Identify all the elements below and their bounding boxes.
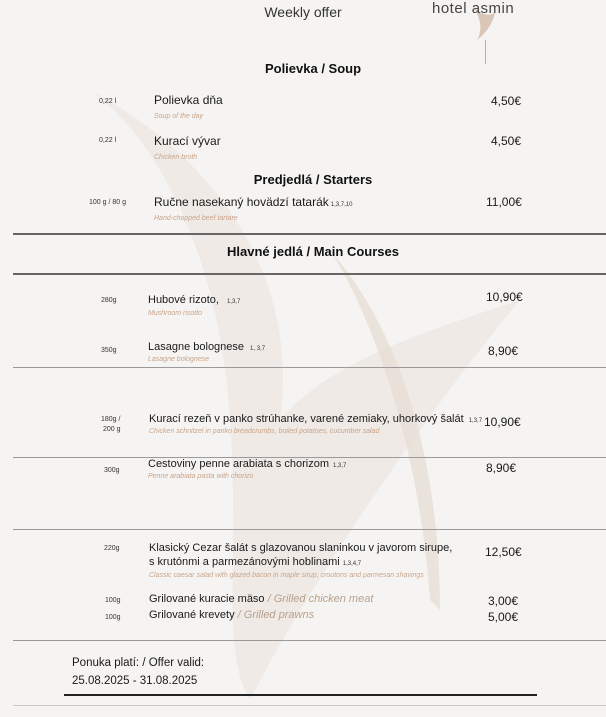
item-price: 4,50€ bbox=[491, 94, 522, 108]
item-allergens: 1,3,4,7 bbox=[342, 561, 362, 567]
item-price: 10,90€ bbox=[484, 415, 521, 429]
item-subtitle: Grilled prawns bbox=[243, 609, 315, 621]
row-divider bbox=[13, 640, 606, 641]
item-subtitle: Chicken schnitzel in panko breadcrumbs, boiled potatoes, cucumber salad bbox=[149, 428, 380, 435]
item-price: 12,50€ bbox=[485, 545, 522, 559]
item-qty: 100g bbox=[105, 597, 121, 604]
item-name: Lasagne bolognese 1, 3,7 bbox=[148, 341, 266, 353]
item-price: 10,90€ bbox=[486, 290, 523, 304]
item-qty: 0,22 l bbox=[99, 98, 117, 105]
item-name: Grilované kuracie mäso / Grilled chicken meat bbox=[149, 593, 374, 605]
item-allergens: 1,3,7 bbox=[332, 463, 347, 469]
item-subtitle: Lasagne bolognese bbox=[148, 356, 210, 363]
item-allergens: 1,3,7 bbox=[226, 299, 241, 305]
item-subtitle: Mushroom risotto bbox=[148, 310, 203, 317]
item-subtitle: Soup of the day bbox=[154, 113, 204, 120]
offer-valid-dates: 25.08.2025 - 31.08.2025 bbox=[72, 675, 198, 687]
section-divider bbox=[13, 233, 606, 235]
item-qty-line2: 200 g bbox=[103, 426, 121, 433]
item-price: 8,90€ bbox=[486, 461, 517, 475]
row-divider bbox=[13, 367, 606, 368]
item-name: Cestoviny penne arabiata s chorizom 1,3,7 bbox=[148, 458, 347, 470]
item-name: Ručne nasekaný hovädzí tatarák 1,3,7,10 bbox=[154, 195, 353, 209]
item-allergens: 1,3,7,10 bbox=[330, 202, 353, 208]
item-qty: 220g bbox=[104, 545, 120, 552]
section-divider bbox=[13, 273, 606, 275]
item-name: Grilované krevety / Grilled prawns bbox=[149, 609, 315, 621]
section-title-mains: Hlavné jedlá / Main Courses bbox=[227, 244, 399, 259]
hotel-logo-text: hotel asmin bbox=[432, 0, 515, 17]
item-qty: 100 g / 80 g bbox=[89, 199, 126, 206]
item-qty: 100g bbox=[105, 614, 121, 621]
item-price: 5,00€ bbox=[488, 610, 519, 624]
item-name: Hubové rizoto, 1,3,7 bbox=[148, 294, 241, 306]
item-price: 11,00€ bbox=[486, 195, 522, 209]
item-qty: 180g / bbox=[101, 416, 121, 423]
item-allergens: 1,3,7 bbox=[468, 418, 483, 424]
row-divider bbox=[13, 529, 606, 530]
item-allergens: 1, 3,7 bbox=[250, 346, 266, 352]
item-price: 8,90€ bbox=[488, 344, 519, 358]
item-subtitle: Chicken broth bbox=[154, 154, 198, 161]
item-name-line2: s krutónmi a parmezánovými hoblinami 1,3,4,7 bbox=[149, 556, 362, 568]
item-subtitle: Hand-chopped beef tartare bbox=[154, 215, 238, 222]
section-title-soup: Polievka / Soup bbox=[264, 61, 362, 76]
footer-divider bbox=[64, 694, 537, 696]
item-qty: 280g bbox=[101, 297, 117, 304]
item-qty: 300g bbox=[104, 467, 120, 474]
item-subtitle: Penne arabiata pasta with chorizo bbox=[148, 473, 254, 480]
item-price: 3,00€ bbox=[488, 594, 519, 608]
item-qty: 0,22 l bbox=[99, 137, 117, 144]
page-title: Weekly offer bbox=[264, 4, 342, 20]
section-title-starters: Predjedlá / Starters bbox=[253, 172, 373, 187]
item-qty: 350g bbox=[101, 347, 117, 354]
item-name: Klasický Cezar šalát s glazovanou slaninkou v javorom sirupe, bbox=[149, 542, 453, 554]
item-subtitle: Classic caesar salad with glazed bacon in maple sirup, croutons and parmesan shavings bbox=[149, 572, 424, 579]
item-name: Polievka dňa bbox=[154, 93, 223, 107]
item-name: Kurací rezeň v panko strúhanke, varené zemiaky, uhorkový šalát 1,3,7 bbox=[149, 413, 483, 425]
item-price: 4,50€ bbox=[491, 134, 522, 148]
bottom-divider bbox=[13, 705, 606, 706]
item-subtitle: Grilled chicken meat bbox=[273, 593, 374, 605]
item-name: Kurací vývar bbox=[154, 134, 221, 148]
offer-valid-label: Ponuka platí: / Offer valid: bbox=[72, 657, 205, 669]
